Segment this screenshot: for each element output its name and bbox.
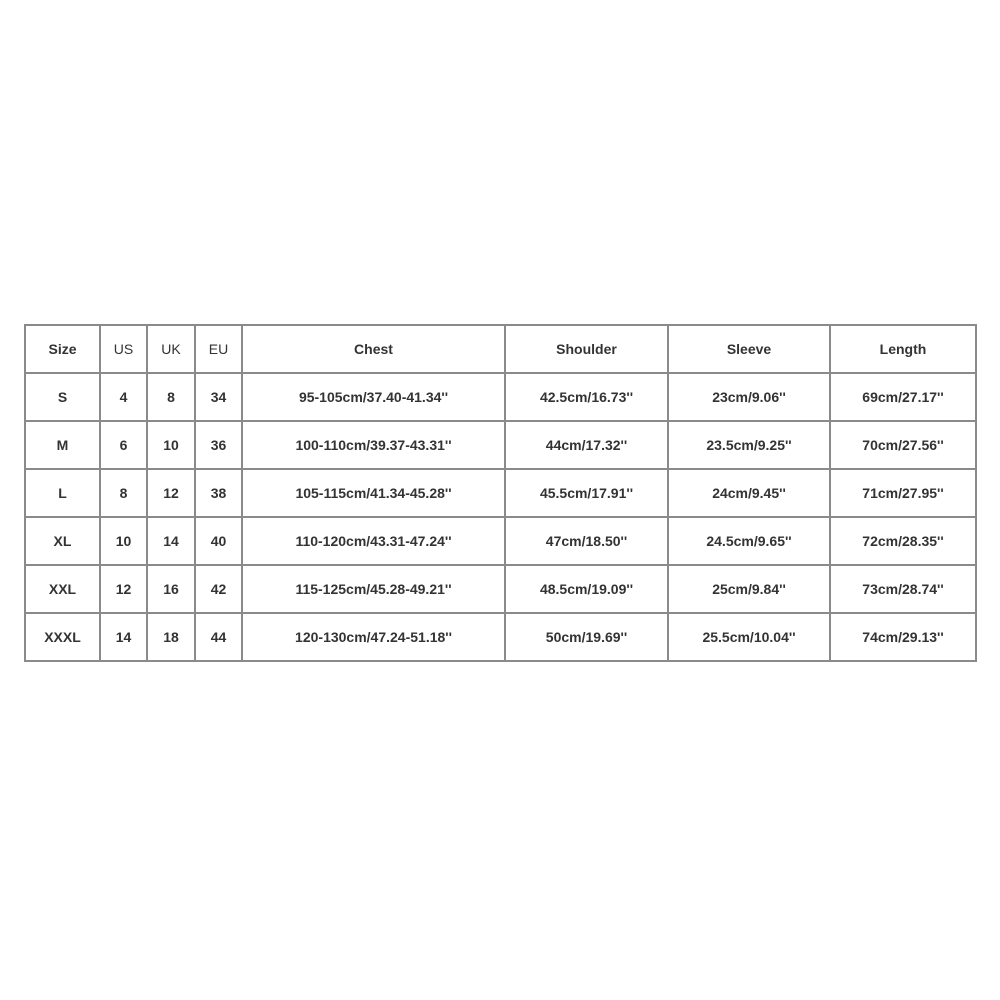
header-size: Size	[25, 325, 100, 373]
cell-us: 14	[100, 613, 147, 661]
cell-size: L	[25, 469, 100, 517]
cell-size: XXXL	[25, 613, 100, 661]
table-row	[25, 469, 976, 517]
cell-sleeve: 23cm/9.06''	[668, 373, 830, 421]
header-chest: Chest	[242, 325, 505, 373]
cell-sleeve: 23.5cm/9.25''	[668, 421, 830, 469]
cell-sleeve: 25.5cm/10.04''	[668, 613, 830, 661]
cell-eu: 34	[195, 373, 242, 421]
cell-chest: 115-125cm/45.28-49.21''	[242, 565, 505, 613]
header-shoulder: Shoulder	[505, 325, 668, 373]
cell-uk: 12	[147, 469, 195, 517]
cell-size: XL	[25, 517, 100, 565]
cell-us: 8	[100, 469, 147, 517]
cell-shoulder: 47cm/18.50''	[505, 517, 668, 565]
header-sleeve: Sleeve	[668, 325, 830, 373]
cell-eu: 42	[195, 565, 242, 613]
cell-uk: 18	[147, 613, 195, 661]
cell-eu: 38	[195, 469, 242, 517]
cell-sleeve: 24cm/9.45''	[668, 469, 830, 517]
cell-chest: 105-115cm/41.34-45.28''	[242, 469, 505, 517]
cell-chest: 110-120cm/43.31-47.24''	[242, 517, 505, 565]
table-row	[25, 613, 976, 661]
cell-us: 10	[100, 517, 147, 565]
cell-length: 71cm/27.95''	[830, 469, 976, 517]
cell-us: 6	[100, 421, 147, 469]
header-uk: UK	[147, 325, 195, 373]
cell-shoulder: 50cm/19.69''	[505, 613, 668, 661]
cell-sleeve: 25cm/9.84''	[668, 565, 830, 613]
cell-length: 70cm/27.56''	[830, 421, 976, 469]
cell-shoulder: 42.5cm/16.73''	[505, 373, 668, 421]
cell-eu: 36	[195, 421, 242, 469]
table-row	[25, 565, 976, 613]
cell-length: 72cm/28.35''	[830, 517, 976, 565]
header-eu: EU	[195, 325, 242, 373]
cell-size: M	[25, 421, 100, 469]
cell-size: S	[25, 373, 100, 421]
cell-us: 12	[100, 565, 147, 613]
cell-uk: 10	[147, 421, 195, 469]
cell-uk: 16	[147, 565, 195, 613]
cell-length: 73cm/28.74''	[830, 565, 976, 613]
table-row	[25, 517, 976, 565]
cell-us: 4	[100, 373, 147, 421]
cell-eu: 44	[195, 613, 242, 661]
cell-uk: 8	[147, 373, 195, 421]
header-us: US	[100, 325, 147, 373]
cell-length: 69cm/27.17''	[830, 373, 976, 421]
cell-eu: 40	[195, 517, 242, 565]
cell-uk: 14	[147, 517, 195, 565]
cell-sleeve: 24.5cm/9.65''	[668, 517, 830, 565]
cell-chest: 120-130cm/47.24-51.18''	[242, 613, 505, 661]
header-length: Length	[830, 325, 976, 373]
table-header-row	[25, 325, 976, 373]
table-row	[25, 421, 976, 469]
cell-size: XXL	[25, 565, 100, 613]
cell-length: 74cm/29.13''	[830, 613, 976, 661]
table-row	[25, 373, 976, 421]
cell-shoulder: 44cm/17.32''	[505, 421, 668, 469]
size-chart-table	[24, 324, 977, 662]
cell-shoulder: 45.5cm/17.91''	[505, 469, 668, 517]
cell-shoulder: 48.5cm/19.09''	[505, 565, 668, 613]
cell-chest: 100-110cm/39.37-43.31''	[242, 421, 505, 469]
cell-chest: 95-105cm/37.40-41.34''	[242, 373, 505, 421]
